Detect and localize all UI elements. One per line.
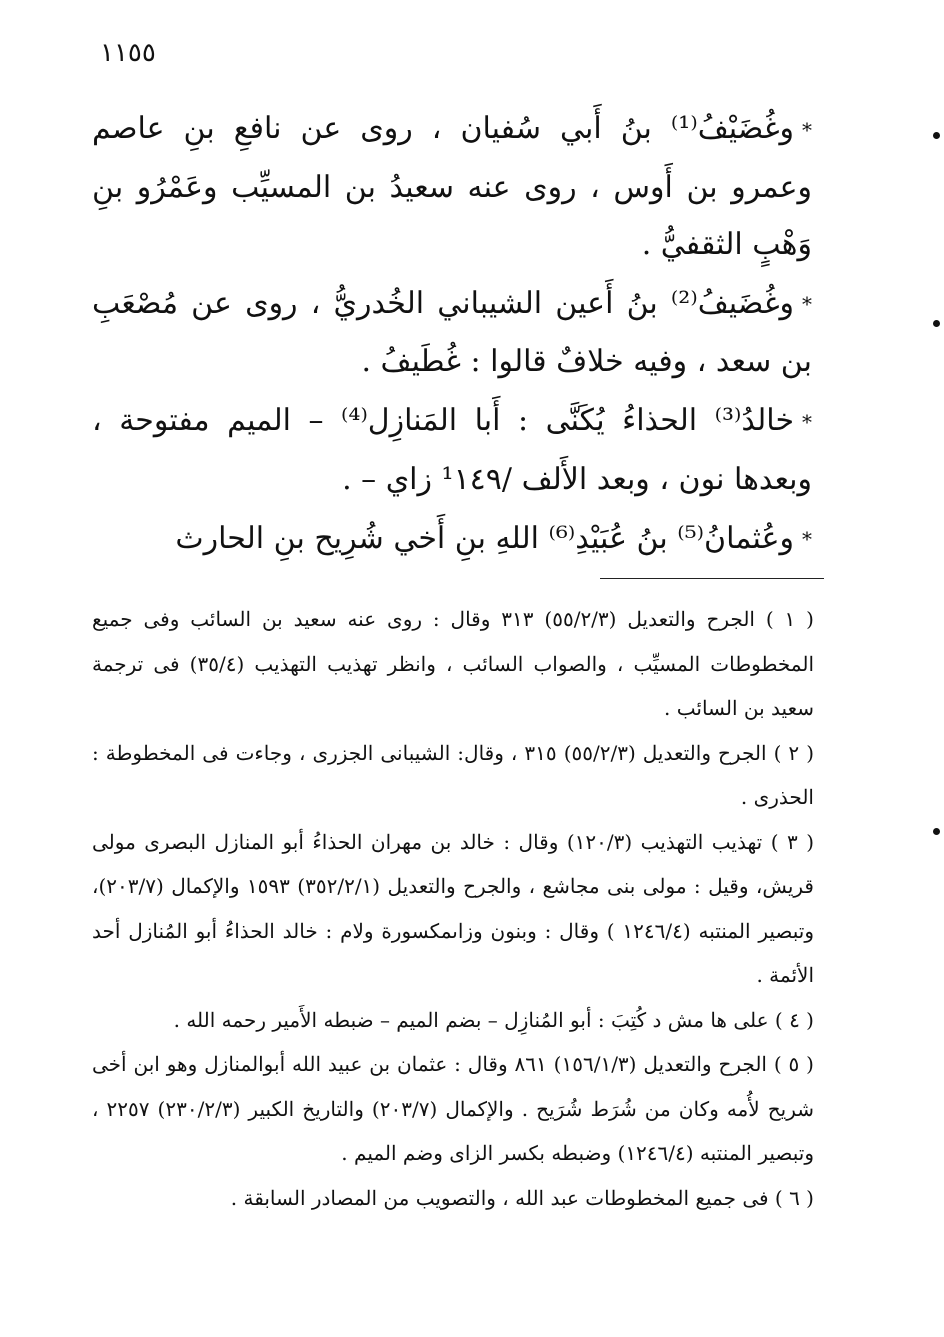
footnote-2: ( ٢ ) الجرح والتعديل (٥٥/٢/٣) ٣١٥ ، وقال: الشيبانى الجزرى ، وجاءت فى المخطوطة : الحذرى . xyxy=(92,740,814,809)
footnote-6: ( ٦ ) فى جميع المخطوطات عبد الله ، والتصويب من المصادر السابقة . xyxy=(230,1185,814,1210)
entry-text: خالدُ⁽³⁾ الحذاءُ يُكَنَّى : أَبا المَنازِل⁽⁴⁾ – الميم مفتوحة ، وبعدها نون ، وبعد الأَلف /¹١٤٩ زاي – . xyxy=(92,403,812,497)
footnote-5: ( ٥ ) الجرح والتعديل (١٥٦/١/٣) ٨٦١ وقال : عثمان بن عبيد الله أبوالمنازل وهو ابن أخى شريح لأُمه وكان من شُرَط شُرَيح . والإكمال (٢٠٣/٧) والتاريخ الكبير (٢٣٠/٢/٣) ٢٢٥٧ ، وتبصير المنتبه (١٢٤٦/٤) وضبطه بكسر الزاى وضم الميم . xyxy=(92,1052,815,1165)
entry-ghudayf-ibn-ayan xyxy=(92,275,812,391)
entry-star-icon: * xyxy=(802,292,812,316)
margin-dot-icon xyxy=(933,320,940,327)
entry-text: وغُضَيفُ⁽²⁾ بنُ أَعين الشيباني الخُدريُّ ، روى عن مُصْعَبِ بن سعد ، وفيه خلافٌ قالوا : غُطَيفُ . xyxy=(92,285,812,379)
margin-dot-icon xyxy=(933,132,940,139)
entry-khalid-al-hadhdha xyxy=(92,392,812,508)
footnote-separator xyxy=(600,578,824,579)
entry-ghudayf-ibn-abi-sufyan xyxy=(92,100,812,273)
entry-star-icon: * xyxy=(802,527,812,551)
entry-text: وعُثمانُ⁽⁵⁾ بنُ عُبَيْدِ⁽⁶⁾ اللهِ بنِ أَخي شُرِيح بنِ الحارث xyxy=(175,520,794,556)
entry-text: وغُضَيْفُ⁽¹⁾ بنُ أَبي سُفيان ، روى عن نافعِ بنِ عاصم وعمرو بن أَوس ، روى عنه سعيدُ بن المسيِّب وعَمْرُو بنِ وَهْبٍ الثقفيُّ . xyxy=(92,111,812,262)
footnote-1: ( ١ ) الجرح والتعديل (٥٥/٢/٣) ٣١٣ وقال : روى عنه سعيد بن السائب وفى جميع المخطوطات المسيِّب ، والصواب السائب ، وانظر تهذيب التهذيب (٣٥/٤) فى ترجمة سعيد بن السائب . xyxy=(92,607,815,720)
entry-star-icon: * xyxy=(802,117,812,142)
footnote-4: ( ٤ ) على ها مش د كُتِبَ : أبو المُنازِل – بضم الميم – ضبطه الأَمير رحمه الله . xyxy=(173,1007,814,1032)
footnotes xyxy=(92,597,814,1220)
main-text xyxy=(92,100,812,570)
entry-uthman-ibn-ubaydillah xyxy=(92,510,812,569)
footnote-3: ( ٣ ) تهذيب التهذيب (١٢٠/٣) وقال : خالد بن مهران الحذاءُ أبو المنازل البصرى مولى قريش، وقيل : مولى بنى مجاشع ، والجرح والتعديل (٣٥٢/٢/١) ١٥٩٣ والإكمال (٢٠٣/٧)، وتبصير المنتبه (١٢٤٦/٤ ) وقال : وبنون وزاىمكسورة ولام : خالد الحذاءُ أبو المُنازل أحد الأئمة . xyxy=(92,829,814,987)
margin-dot-icon xyxy=(933,828,940,835)
entry-star-icon: * xyxy=(802,409,812,434)
page-number: ١١٥٥ xyxy=(100,38,156,68)
